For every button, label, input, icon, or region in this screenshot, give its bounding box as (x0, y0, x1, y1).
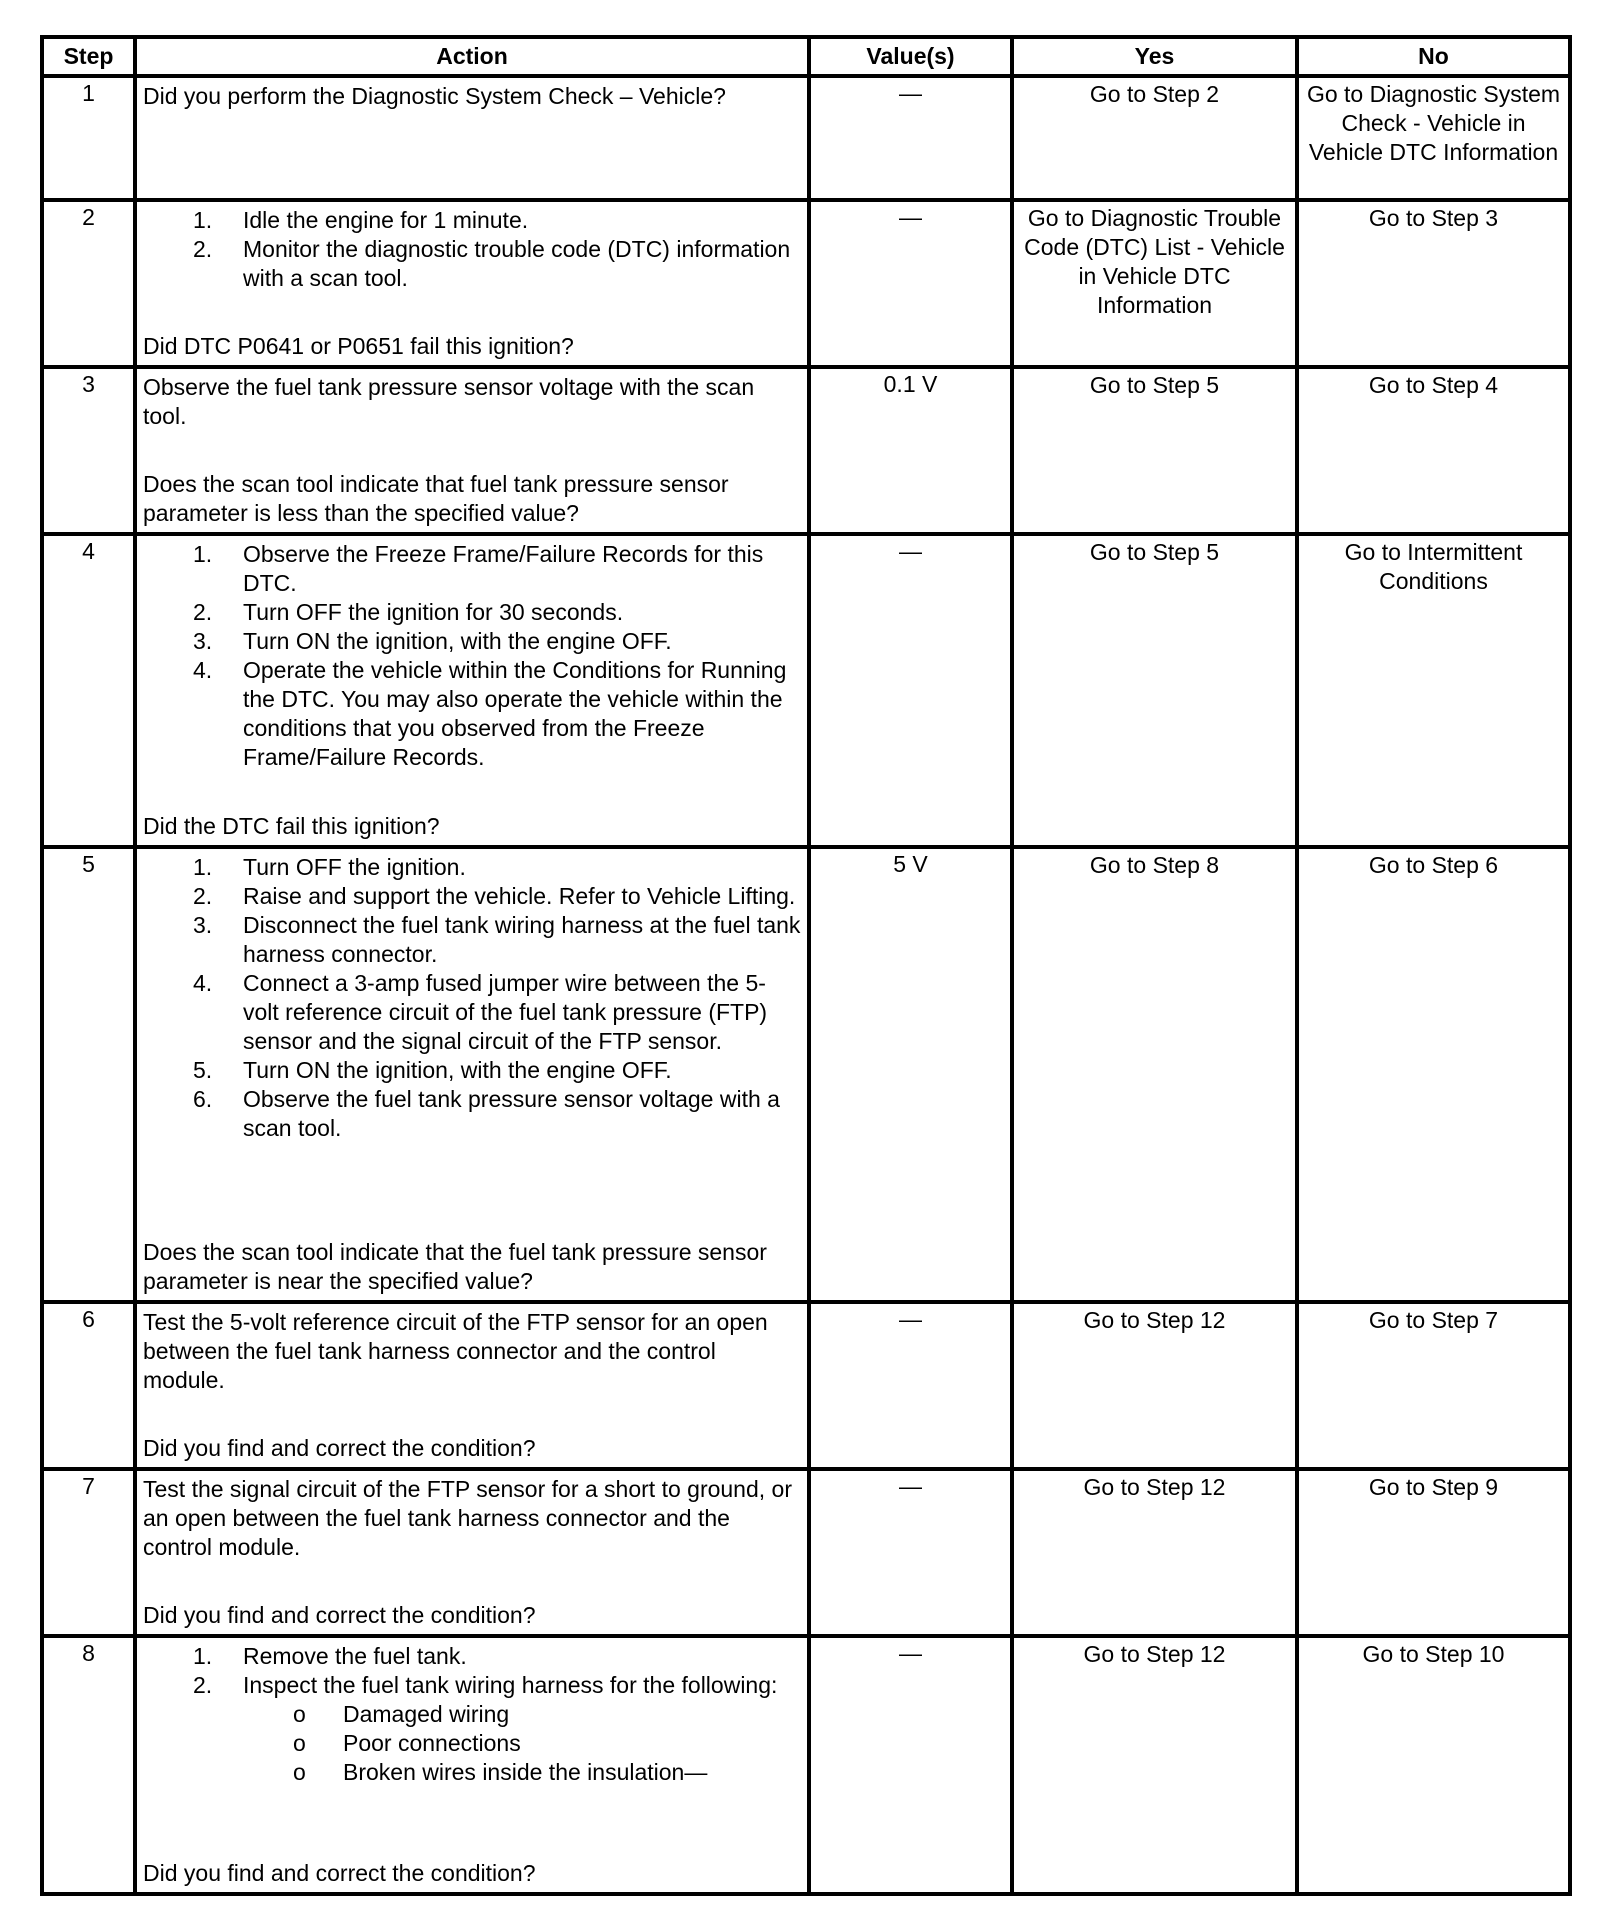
action-question: Did you find and correct the condition? (143, 1435, 536, 1461)
action-question: Does the scan tool indicate that fuel tank pressure sensor parameter is less than the specified value? (143, 471, 729, 526)
action-steps (143, 1642, 801, 1700)
value-cell: — (809, 1469, 1012, 1636)
header-yes: Yes (1012, 37, 1297, 76)
list-item: 1. Remove the fuel tank. (193, 1643, 467, 1669)
yes-cell: Go to Step 8 (1012, 847, 1297, 1302)
table-row (42, 200, 1570, 367)
header-step: Step (42, 37, 135, 76)
header-action: Action (135, 37, 809, 76)
list-item: 2. Turn OFF the ignition for 30 seconds. (193, 599, 624, 625)
table-row (42, 534, 1570, 847)
yes-cell: Go to Step 2 (1012, 76, 1297, 200)
list-item: 6. Observe the fuel tank pressure sensor voltage with a scan tool. (193, 1086, 780, 1141)
list-item: 1. Turn OFF the ignition. (193, 854, 466, 880)
action-cell (135, 1636, 809, 1894)
no-cell: Go to Step 6 (1297, 847, 1570, 1302)
action-intro: Observe the fuel tank pressure sensor voltage with the scan tool. (143, 374, 755, 429)
action-intro: Test the signal circuit of the FTP sensor for a short to ground, or an open between the fuel tank harness connector and the control module. (143, 1476, 792, 1560)
list-item: o Broken wires inside the insulation— (293, 1759, 708, 1785)
action-cell (135, 200, 809, 367)
action-steps (143, 540, 801, 772)
no-cell: Go to Step 10 (1297, 1636, 1570, 1894)
value-cell: 0.1 V (809, 367, 1012, 534)
value-cell: — (809, 76, 1012, 200)
step-number: 5 (42, 847, 135, 1302)
list-item: 2. Monitor the diagnostic trouble code (DTC) information with a scan tool. (193, 236, 791, 291)
no-cell: Go to Step 9 (1297, 1469, 1570, 1636)
yes-cell: Go to Step 12 (1012, 1636, 1297, 1894)
action-cell (135, 847, 809, 1302)
no-cell: Go to Step 3 (1297, 200, 1570, 367)
action-cell (135, 534, 809, 847)
list-item: 1. Idle the engine for 1 minute. (193, 207, 529, 233)
action-cell (135, 1302, 809, 1469)
table-row (42, 1469, 1570, 1636)
yes-cell: Go to Step 5 (1012, 534, 1297, 847)
yes-cell: Go to Diagnostic Trouble Code (DTC) List - Vehicle in Vehicle DTC Information (1012, 200, 1297, 367)
list-item: o Damaged wiring (293, 1701, 510, 1727)
action-question: Did DTC P0641 or P0651 fail this ignition? (143, 333, 574, 359)
action-cell (135, 76, 809, 200)
value-cell: — (809, 1302, 1012, 1469)
action-question: Did you find and correct the condition? (143, 1860, 536, 1886)
step-number: 7 (42, 1469, 135, 1636)
value-cell: — (809, 534, 1012, 847)
value-cell: — (809, 1636, 1012, 1894)
action-question: Does the scan tool indicate that the fuel tank pressure sensor parameter is near the specified value? (143, 1239, 767, 1294)
step-number: 4 (42, 534, 135, 847)
list-item: 3. Turn ON the ignition, with the engine OFF. (193, 628, 672, 654)
value-cell: — (809, 200, 1012, 367)
diagnostic-table (40, 35, 1572, 1896)
action-intro: Test the 5-volt reference circuit of the FTP sensor for an open between the fuel tank harness connector and the control module. (143, 1309, 768, 1393)
list-item: 2. Raise and support the vehicle. Refer to Vehicle Lifting. (193, 883, 796, 909)
step-number: 2 (42, 200, 135, 367)
action-question: Did the DTC fail this ignition? (143, 813, 440, 839)
yes-cell: Go to Step 5 (1012, 367, 1297, 534)
no-cell: Go to Step 7 (1297, 1302, 1570, 1469)
step-number: 8 (42, 1636, 135, 1894)
table-row (42, 847, 1570, 1302)
action-steps (143, 853, 801, 1143)
header-row (42, 37, 1570, 76)
list-item: 1. Observe the Freeze Frame/Failure Records for this DTC. (193, 541, 764, 596)
header-values: Value(s) (809, 37, 1012, 76)
step-number: 3 (42, 367, 135, 534)
list-item: o Poor connections (293, 1730, 521, 1756)
action-cell (135, 367, 809, 534)
no-cell: Go to Step 4 (1297, 367, 1570, 534)
yes-cell: Go to Step 12 (1012, 1302, 1297, 1469)
action-steps (143, 206, 801, 293)
list-item: 4. Operate the vehicle within the Conditions for Running the DTC. You may also operate the vehicle within the conditions that you observed from the Freeze Frame/Failure Records. (193, 657, 787, 770)
header-no: No (1297, 37, 1570, 76)
list-item: 2. Inspect the fuel tank wiring harness for the following: (193, 1672, 778, 1698)
list-item: 3. Disconnect the fuel tank wiring harness at the fuel tank harness connector. (193, 912, 801, 967)
table-row (42, 1636, 1570, 1894)
list-item: 4. Connect a 3-amp fused jumper wire between the 5-volt reference circuit of the fuel tank pressure (FTP) sensor and the signal circuit of the FTP sensor. (193, 970, 768, 1054)
step-number: 1 (42, 76, 135, 200)
table-row (42, 367, 1570, 534)
no-cell: Go to Intermittent Conditions (1297, 534, 1570, 847)
table-row (42, 1302, 1570, 1469)
no-cell: Go to Diagnostic System Check - Vehicle in Vehicle DTC Information (1297, 76, 1570, 200)
list-item: 5. Turn ON the ignition, with the engine OFF. (193, 1057, 672, 1083)
action-cell (135, 1469, 809, 1636)
action-subitems (143, 1700, 801, 1787)
action-question: Did you find and correct the condition? (143, 1602, 536, 1628)
yes-cell: Go to Step 12 (1012, 1469, 1297, 1636)
table-row (42, 76, 1570, 200)
step-number: 6 (42, 1302, 135, 1469)
action-question: Did you perform the Diagnostic System Check – Vehicle? (143, 83, 726, 109)
value-cell: 5 V (809, 847, 1012, 1302)
